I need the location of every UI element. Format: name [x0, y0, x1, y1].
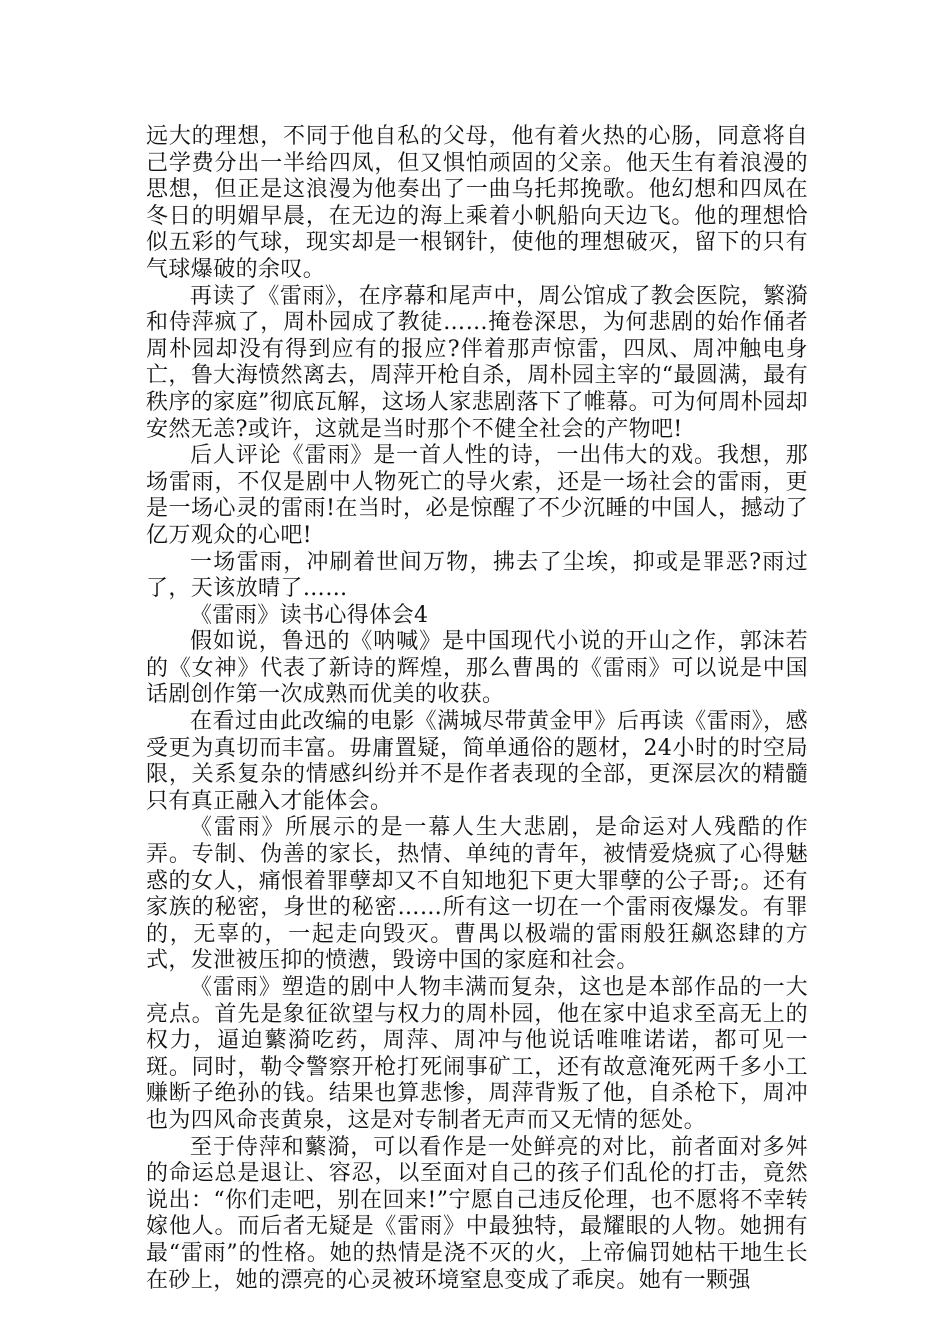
paragraph-7: 《雷雨》所展示的是一幕人生大悲剧，是命运对人残酷的作弄。专制、伪善的家长，热情、单纯的青年，被情爱烧疯了心得魅惑的女人，痛恨着罪孽却又不自知地犯下更大罪孽的公子哥;。还有家族的秘密，身世的秘密……所有这一切在一个雷雨夜爆发。有罪的，无辜的，一起走向毁灭。曹禺以极端的雷雨般狂飙恣肆的方式，发泄被压抑的愤懑，毁谤中国的家庭和社会。: [146, 815, 808, 974]
document-page: [146, 124, 808, 1294]
paragraph-3: 后人评论《雷雨》是一首人性的诗，一出伟大的戏。我想，那场雷雨，不仅是剧中人物死亡的导火索，还是一场社会的雷雨，更是一场心灵的雷雨!在当时，必是惊醒了不少沉睡的中国人，撼动了亿万观众的心吧!: [146, 443, 808, 548]
paragraph-5: 假如说，鲁迅的《呐喊》是中国现代小说的开山之作，郭沫若的《女神》代表了新诗的辉煌，那么曹禺的《雷雨》可以说是中国话剧创作第一次成熟而优美的收获。: [146, 629, 808, 708]
paragraph-1: 远大的理想，不同于他自私的父母，他有着火热的心肠，同意将自己学费分出一半给四凤，但又惧怕顽固的父亲。他天生有着浪漫的思想，但正是这浪漫为他奏出了一曲乌托邦挽歌。他幻想和四凤在冬日的明媚早晨，在无边的海上乘着小帆船向天边飞。他的理想恰似五彩的气球，现实却是一根钢针，使他的理想破灭，留下的只有气球爆破的余叹。: [146, 124, 808, 282]
paragraph-9: 至于侍萍和蘩漪，可以看作是一处鲜亮的对比，前者面对多舛的命运总是退让、容忍，以至面对自己的孩子们乱伦的打击，竟然说出：“你们走吧，别在回来!”宁愿自己违反伦理，也不愿将不幸转嫁他人。而后者无疑是《雷雨》中最独特，最耀眼的人物。她拥有最“雷雨”的性格。她的热情是浇不灭的火，上帝偏罚她枯干地生长在砂上，她的漂亮的心灵被环境窒息变成了乖戾。她有一颗强: [146, 1134, 808, 1293]
paragraph-8: 《雷雨》塑造的剧中人物丰满而复杂，这也是本部作品的一大亮点。首先是象征欲望与权力的周朴园，他在家中追求至高无上的权力，逼迫蘩漪吃药，周萍、周冲与他说话唯唯诺诺，都可见一斑。同时，勒令警察开枪打死闹事矿工，还有故意淹死两千多小工赚断子绝孙的钱。结果也算悲惨，周萍背叛了他，自杀枪下，周冲也为四风命丧黄泉，这是对专制者无声而又无情的惩处。: [146, 975, 808, 1133]
paragraph-2: 再读了《雷雨》，在序幕和尾声中，周公馆成了教会医院，繁漪和侍萍疯了，周朴园成了教徒……掩卷深思，为何悲剧的始作俑者周朴园却没有得到应有的报应?伴着那声惊雷，四凤、周冲触电身亡，鲁大海愤然离去，周萍开枪自杀，周朴园主宰的“最圆满，最有秩序的家庭”彻底瓦解，这场人家悲剧落下了帷幕。可为何周朴园却安然无恙?或许，这就是当时那个不健全社会的产物吧!: [146, 283, 808, 442]
paragraph-4: 一场雷雨，冲刷着世间万物，拂去了尘埃，抑或是罪恶?雨过了，天该放晴了……: [146, 549, 808, 602]
section-heading: 《雷雨》读书心得体会4: [190, 602, 429, 628]
paragraph-6: 在看过由此改编的电影《满城尽带黄金甲》后再读《雷雨》，感受更为真切而丰富。毋庸置疑，简单通俗的题材，24小时的时空局限，关系复杂的情感纠纷并不是作者表现的全部，更深层次的精髓只有真正融入才能体会。: [146, 709, 808, 814]
